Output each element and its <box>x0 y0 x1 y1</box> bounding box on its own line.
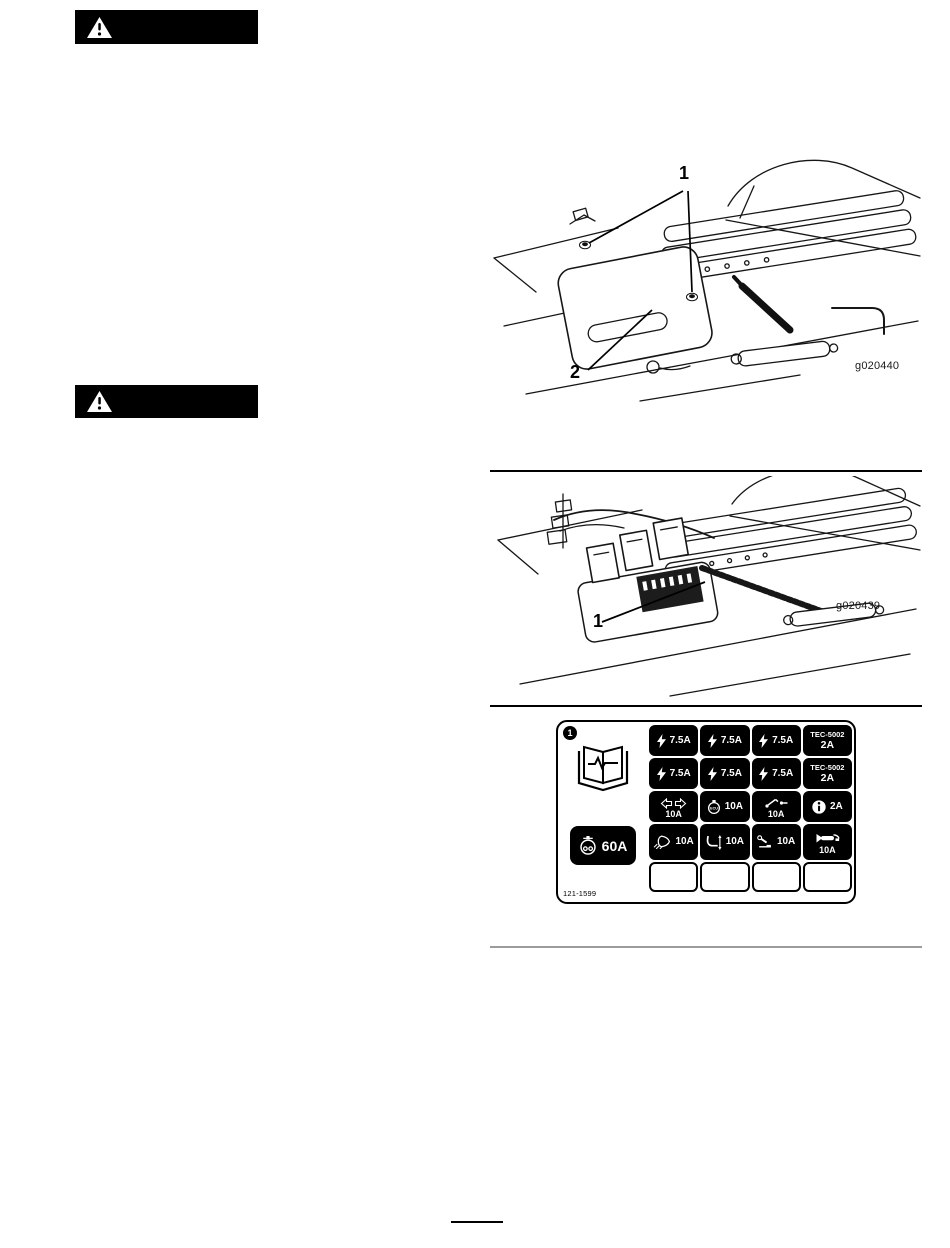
fuse-cell-seat <box>700 824 749 860</box>
decal-part-number: 121-1599 <box>563 889 597 898</box>
fuse-cell <box>700 758 749 789</box>
ecu-text: ECU <box>709 806 718 811</box>
fuse-amp-label: 10A <box>675 836 694 847</box>
section-divider-2 <box>490 705 922 707</box>
lightning-icon <box>657 734 666 748</box>
fuse-amp-label: 2A <box>829 800 843 812</box>
fuse-amp-label: 7.5A <box>720 734 742 746</box>
main-fuse-60a <box>570 826 636 865</box>
operators-manual-icon <box>574 739 632 797</box>
warning-banner-top <box>75 10 258 44</box>
fuse-amp-label: 7.5A <box>772 734 794 746</box>
fuse-amp-label: 10A <box>819 844 836 855</box>
lightning-icon <box>708 767 717 781</box>
fuse-label-line2: 2A <box>820 772 835 784</box>
fuse-label-line1: TEC-5002 <box>810 762 845 772</box>
fuse-amp-label: 10A <box>665 808 682 819</box>
figure1-callout-2: 2 <box>570 362 581 382</box>
fuse-cell <box>752 758 801 789</box>
fuse-amp-label: 10A <box>725 836 745 847</box>
warning-banner-bottom <box>75 385 258 418</box>
figure2-callout-1: 1 <box>593 611 604 631</box>
figure1-code: g020440 <box>855 360 900 372</box>
lightning-icon <box>759 767 768 781</box>
figure1-callout-1: 1 <box>679 163 690 183</box>
fuse-cell <box>649 758 698 789</box>
fuse-cell <box>649 725 698 756</box>
fuse-decal <box>556 720 856 904</box>
warning-triangle-icon <box>86 390 113 413</box>
fuse-cell-empty <box>752 862 801 892</box>
fuse-cell-empty <box>649 862 698 892</box>
lightning-icon <box>708 734 717 748</box>
fuse-label-line1: TEC-5002 <box>810 729 845 739</box>
fuse-cell <box>752 725 801 756</box>
fuse-cell-power-outlet <box>752 824 801 860</box>
fuse-amp-label: 7.5A <box>720 767 742 779</box>
lightning-icon <box>657 767 666 781</box>
info-icon <box>812 800 826 814</box>
fuse-cell-tec5002 <box>803 758 852 789</box>
fuse-cell-ecu <box>700 791 749 822</box>
fuse-amp-label: 10A <box>767 809 785 819</box>
figure2-code: g020439 <box>836 600 881 612</box>
fuse-amp-label: 10A <box>776 836 796 847</box>
fuse-cell-empty <box>803 862 852 892</box>
fuse-cell-switch <box>752 791 801 822</box>
footer-rule <box>451 1221 503 1223</box>
seat-adjust-icon <box>706 835 722 850</box>
fuse-cell-tec5002 <box>803 725 852 756</box>
fuse-amp-label: 7.5A <box>669 767 691 779</box>
fuse-cell-turn-signals <box>649 791 698 822</box>
figure-fuse-block-illustration <box>490 476 922 704</box>
fuse-amp-label: 7.5A <box>772 767 794 779</box>
decal-callout-badge: 1 <box>563 726 577 740</box>
warning-triangle-icon <box>86 16 113 39</box>
turn-signal-arrows-icon <box>660 798 687 809</box>
fuse-cell-work-light <box>649 824 698 860</box>
main-fuse-label: 60A <box>601 837 628 854</box>
fuse-cell <box>700 725 749 756</box>
fuse-amp-label: 10A <box>724 800 744 812</box>
fuse-cell-info <box>803 791 852 822</box>
section-divider-3 <box>490 946 922 948</box>
fuse-label-line2: 2A <box>820 739 835 751</box>
fuse-amp-label: 7.5A <box>669 734 691 746</box>
section-divider-1 <box>490 470 922 472</box>
power-outlet-icon <box>757 835 773 849</box>
ecu-glow-plug-icon <box>707 800 721 814</box>
work-light-icon <box>653 835 671 849</box>
fuse-cell-empty <box>700 862 749 892</box>
lightning-icon <box>759 734 768 748</box>
fuse-grid <box>649 725 852 892</box>
fuse-cell-horn <box>803 824 852 860</box>
horn-icon <box>815 833 840 845</box>
switch-icon <box>764 797 789 809</box>
glow-plug-icon <box>579 836 597 855</box>
